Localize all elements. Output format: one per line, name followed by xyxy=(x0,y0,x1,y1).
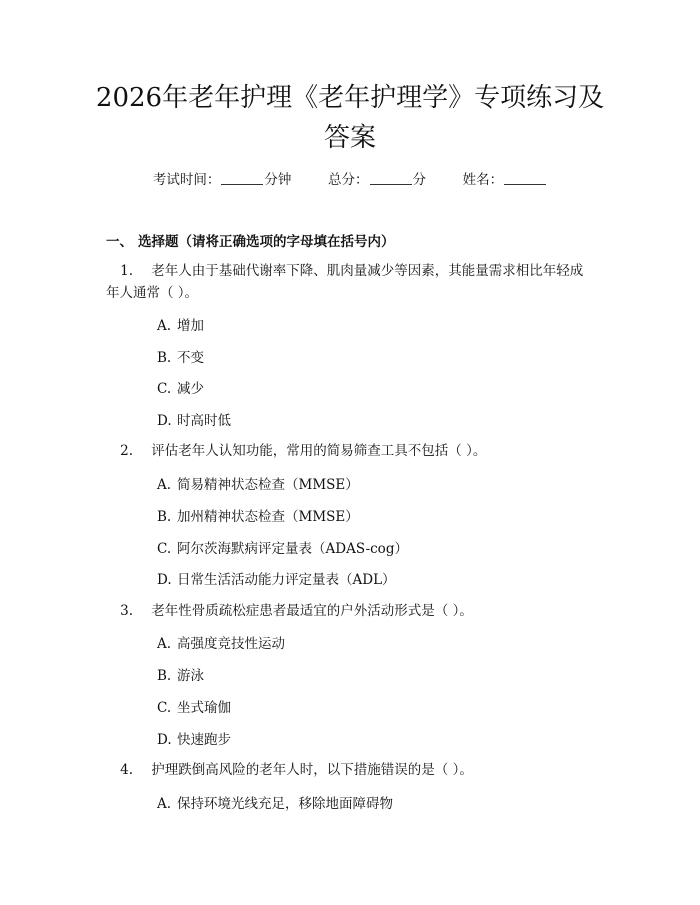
option-letter: B. xyxy=(157,350,172,366)
question-3 xyxy=(106,600,473,622)
option-2b[interactable] xyxy=(157,505,359,525)
option-letter: A. xyxy=(157,318,172,334)
option-1b[interactable] xyxy=(157,346,204,366)
option-letter: B. xyxy=(157,509,172,525)
option-text: 时高时低 xyxy=(177,413,231,429)
option-4a[interactable] xyxy=(157,792,393,812)
option-letter: C. xyxy=(157,541,172,557)
option-text: 游泳 xyxy=(177,668,204,684)
option-1d[interactable] xyxy=(157,409,231,429)
option-text: 减少 xyxy=(177,381,204,397)
option-text: 日常生活活动能力评定量表（ADL） xyxy=(177,572,396,588)
section-title: 选择题（请将正确选项的字母填在括号内） xyxy=(138,234,395,250)
option-letter: C. xyxy=(157,700,172,716)
option-text: 加州精神状态检查（MMSE） xyxy=(177,509,359,525)
total-score-label: 总分： xyxy=(328,172,369,188)
option-text: 快速跑步 xyxy=(177,732,231,748)
option-3d[interactable] xyxy=(157,728,231,748)
exam-time-label: 考试时间： xyxy=(152,172,221,188)
question-2 xyxy=(106,440,486,462)
option-2a[interactable] xyxy=(157,473,359,493)
question-text: 老年人由于基础代谢率下降、肌肉量减少等因素，其能量需求相比年轻成 xyxy=(151,263,584,279)
question-text-continued: 年人通常（ ）。 xyxy=(106,285,199,301)
option-3c[interactable] xyxy=(157,696,231,716)
question-text: 评估老年人认知功能，常用的简易筛查工具不包括（ ）。 xyxy=(151,443,487,459)
option-2d[interactable] xyxy=(157,568,396,588)
option-letter: A. xyxy=(157,636,172,652)
question-number: 3. xyxy=(120,603,133,619)
exam-time-blank xyxy=(221,172,263,185)
option-letter: A. xyxy=(157,477,172,493)
option-letter: B. xyxy=(157,668,172,684)
exam-info-line xyxy=(0,168,700,188)
option-letter: D. xyxy=(157,732,172,748)
option-text: 高强度竞技性运动 xyxy=(177,636,285,652)
option-1a[interactable] xyxy=(157,314,204,334)
option-letter: D. xyxy=(157,413,172,429)
page-title: 2026年老年护理《老年护理学》专项练习及答案 xyxy=(95,83,605,153)
option-letter: D. xyxy=(157,572,172,588)
option-text: 保持环境光线充足，移除地面障碍物 xyxy=(177,796,393,812)
total-score-unit: 分 xyxy=(412,172,426,188)
name-label: 姓名： xyxy=(462,172,504,188)
section-heading xyxy=(106,230,395,250)
name-blank xyxy=(504,172,546,185)
question-number: 4. xyxy=(120,762,133,778)
total-score-blank xyxy=(370,172,412,185)
question-4 xyxy=(106,759,473,781)
option-text: 简易精神状态检查（MMSE） xyxy=(177,477,359,493)
option-text: 不变 xyxy=(177,350,204,366)
option-2c[interactable] xyxy=(157,537,408,557)
exam-time-unit: 分钟 xyxy=(264,172,292,188)
question-1-continuation xyxy=(106,282,198,304)
section-number: 一、 xyxy=(106,234,133,250)
question-text: 护理跌倒高风险的老年人时，以下措施错误的是（ ）。 xyxy=(151,762,473,778)
question-1 xyxy=(106,260,583,282)
option-letter: A. xyxy=(157,796,172,812)
option-3b[interactable] xyxy=(157,664,204,684)
option-text: 阿尔茨海默病评定量表（ADAS-cog） xyxy=(177,541,408,557)
option-text: 增加 xyxy=(177,318,204,334)
question-text: 老年性骨质疏松症患者最适宜的户外活动形式是（ ）。 xyxy=(151,603,473,619)
option-1c[interactable] xyxy=(157,377,204,397)
option-3a[interactable] xyxy=(157,632,285,652)
option-text: 坐式瑜伽 xyxy=(177,700,231,716)
option-letter: C. xyxy=(157,381,172,397)
question-number: 2. xyxy=(120,443,133,459)
question-number: 1. xyxy=(120,263,133,279)
